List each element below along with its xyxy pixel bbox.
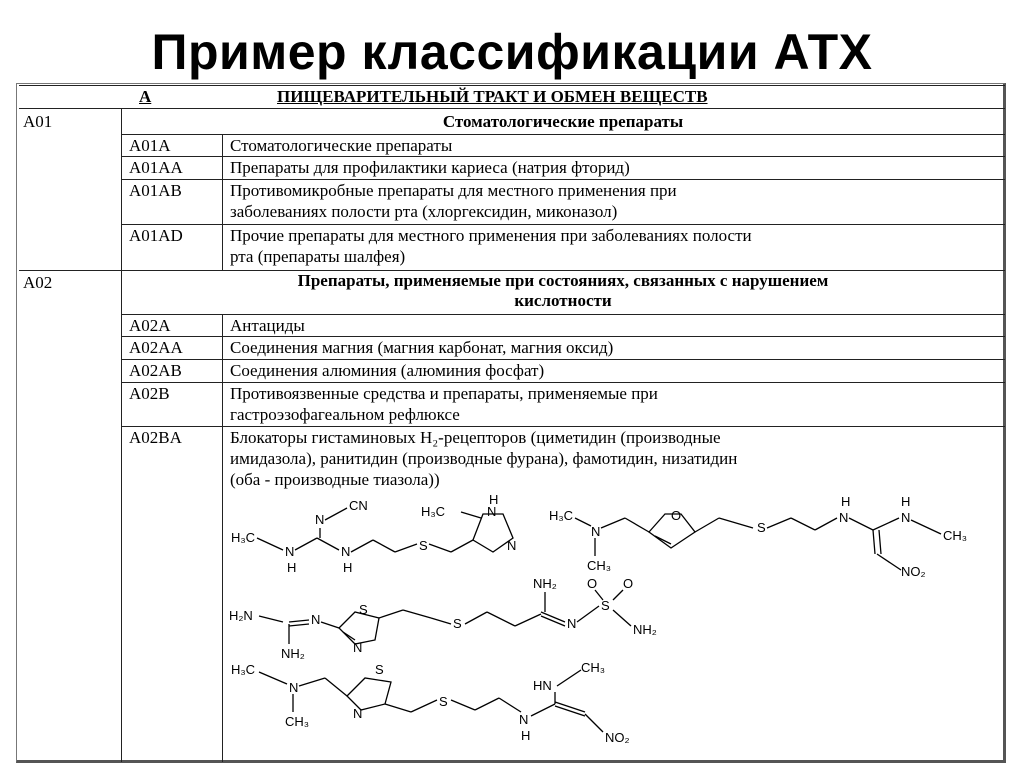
ranitidine-label: O	[671, 508, 682, 523]
cimetidine-label: CN	[349, 498, 368, 513]
famotidine-label: H₂N	[229, 608, 253, 623]
famotidine-structure	[229, 576, 657, 661]
group-title: кислотности	[514, 291, 612, 310]
ranitidine-label: N	[591, 524, 601, 539]
nizatidine-label: NO₂	[605, 730, 630, 745]
row-code: A01A	[129, 136, 171, 155]
nizatidine-label: H₃C	[231, 662, 256, 677]
cimetidine-label: N	[341, 544, 351, 559]
row-text: Антациды	[230, 316, 305, 335]
column-divider	[121, 108, 122, 762]
group-code: A02	[23, 273, 53, 292]
ranitidine-label: N	[839, 510, 849, 525]
cimetidine-label: H	[287, 560, 297, 575]
nizatidine-label: N	[519, 712, 529, 727]
row-text: заболеваниях полости рта (хлоргексидин, миконазол)	[230, 202, 618, 221]
cimetidine-label: N	[285, 544, 295, 559]
row-text: рта (препараты шалфея)	[230, 247, 406, 266]
famotidine-label: N	[311, 612, 321, 627]
nizatidine-label: N	[289, 680, 299, 695]
column-divider	[222, 314, 223, 762]
nizatidine-structure	[231, 660, 630, 745]
row-text: Блокаторы гистаминовых H₂-рецепторов (циметидин (производные	[230, 428, 721, 447]
ranitidine-structure	[549, 494, 967, 579]
cimetidine-label: H	[343, 560, 353, 575]
row-text: Прочие препараты для местного применения при заболеваниях полости	[230, 226, 752, 245]
row-code: A01AD	[129, 226, 183, 245]
ranitidine-label: H₃C	[549, 508, 574, 523]
cimetidine-label: H₃C	[421, 504, 446, 519]
ranitidine-label: H	[901, 494, 911, 509]
ranitidine-label: H	[841, 494, 851, 509]
slide-title: Пример классификации АТХ	[151, 24, 873, 80]
cimetidine-label: S	[419, 538, 428, 553]
cimetidine-structure	[231, 492, 516, 575]
famotidine-label: O	[623, 576, 634, 591]
famotidine-label: S	[601, 598, 610, 613]
row-code: A02B	[129, 384, 170, 403]
row-code: A01AA	[129, 158, 183, 177]
famotidine-label: S	[453, 616, 462, 631]
cimetidine-label: H	[489, 492, 499, 507]
row-text: Препараты для профилактики кариеса (натрия фторид)	[230, 158, 630, 177]
ranitidine-label: CH₃	[943, 528, 968, 543]
ranitidine-label: S	[757, 520, 766, 535]
group-title: Стоматологические препараты	[442, 112, 684, 131]
cimetidine-label: N	[487, 504, 497, 519]
famotidine-label: N	[353, 640, 363, 655]
nizatidine-label: S	[375, 662, 384, 677]
ranitidine-label: NO₂	[901, 564, 926, 579]
row-code: A01AB	[129, 181, 182, 200]
nizatidine-label: H	[521, 728, 531, 743]
cimetidine-label: H₃C	[231, 530, 256, 545]
row-text: имидазола), ранитидин (производные фурана), фамотидин, низатидин	[230, 449, 738, 468]
row-text: (оба - производные тиазола))	[230, 470, 440, 489]
famotidine-label: NH₂	[281, 646, 305, 661]
row-text: Противомикробные препараты для местного применения при	[230, 181, 677, 200]
group-code: A01	[23, 112, 53, 131]
famotidine-label: NH₂	[633, 622, 657, 637]
row-code: A02A	[129, 316, 171, 335]
famotidine-label: N	[567, 616, 577, 631]
header-code: А	[139, 87, 152, 106]
nizatidine-label: CH₃	[285, 714, 310, 729]
famotidine-label: NH₂	[533, 576, 557, 591]
cimetidine-label: N	[507, 538, 517, 553]
header-label: ПИЩЕВАРИТЕЛЬНЫЙ ТРАКТ И ОБМЕН ВЕЩЕСТВ	[277, 87, 708, 106]
row-text: Соединения алюминия (алюминия фосфат)	[230, 361, 545, 380]
nizatidine-label: S	[439, 694, 448, 709]
row-text: Противоязвенные средства и препараты, применяемые при	[230, 384, 658, 403]
row-divider	[19, 108, 1005, 109]
row-text: Соединения магния (магния карбонат, магния оксид)	[230, 338, 614, 357]
nizatidine-label: HN	[533, 678, 552, 693]
chemical-structures-figure	[225, 492, 995, 754]
nizatidine-label: N	[353, 706, 363, 721]
row-code: A02AA	[129, 338, 183, 357]
nizatidine-label: CH₃	[581, 660, 606, 675]
famotidine-label: S	[359, 602, 368, 617]
row-text: гастроэзофагеальном рефлюксе	[230, 405, 460, 424]
row-text: Стоматологические препараты	[230, 136, 453, 155]
cimetidine-label: N	[315, 512, 325, 527]
column-divider	[222, 134, 223, 270]
row-code: A02AB	[129, 361, 182, 380]
famotidine-label: O	[587, 576, 598, 591]
ranitidine-label: N	[901, 510, 911, 525]
ranitidine-label: CH₃	[587, 558, 612, 573]
row-code: A02BA	[129, 428, 182, 447]
group-title: Препараты, применяемые при состояниях, связанных с нарушением	[297, 271, 829, 290]
